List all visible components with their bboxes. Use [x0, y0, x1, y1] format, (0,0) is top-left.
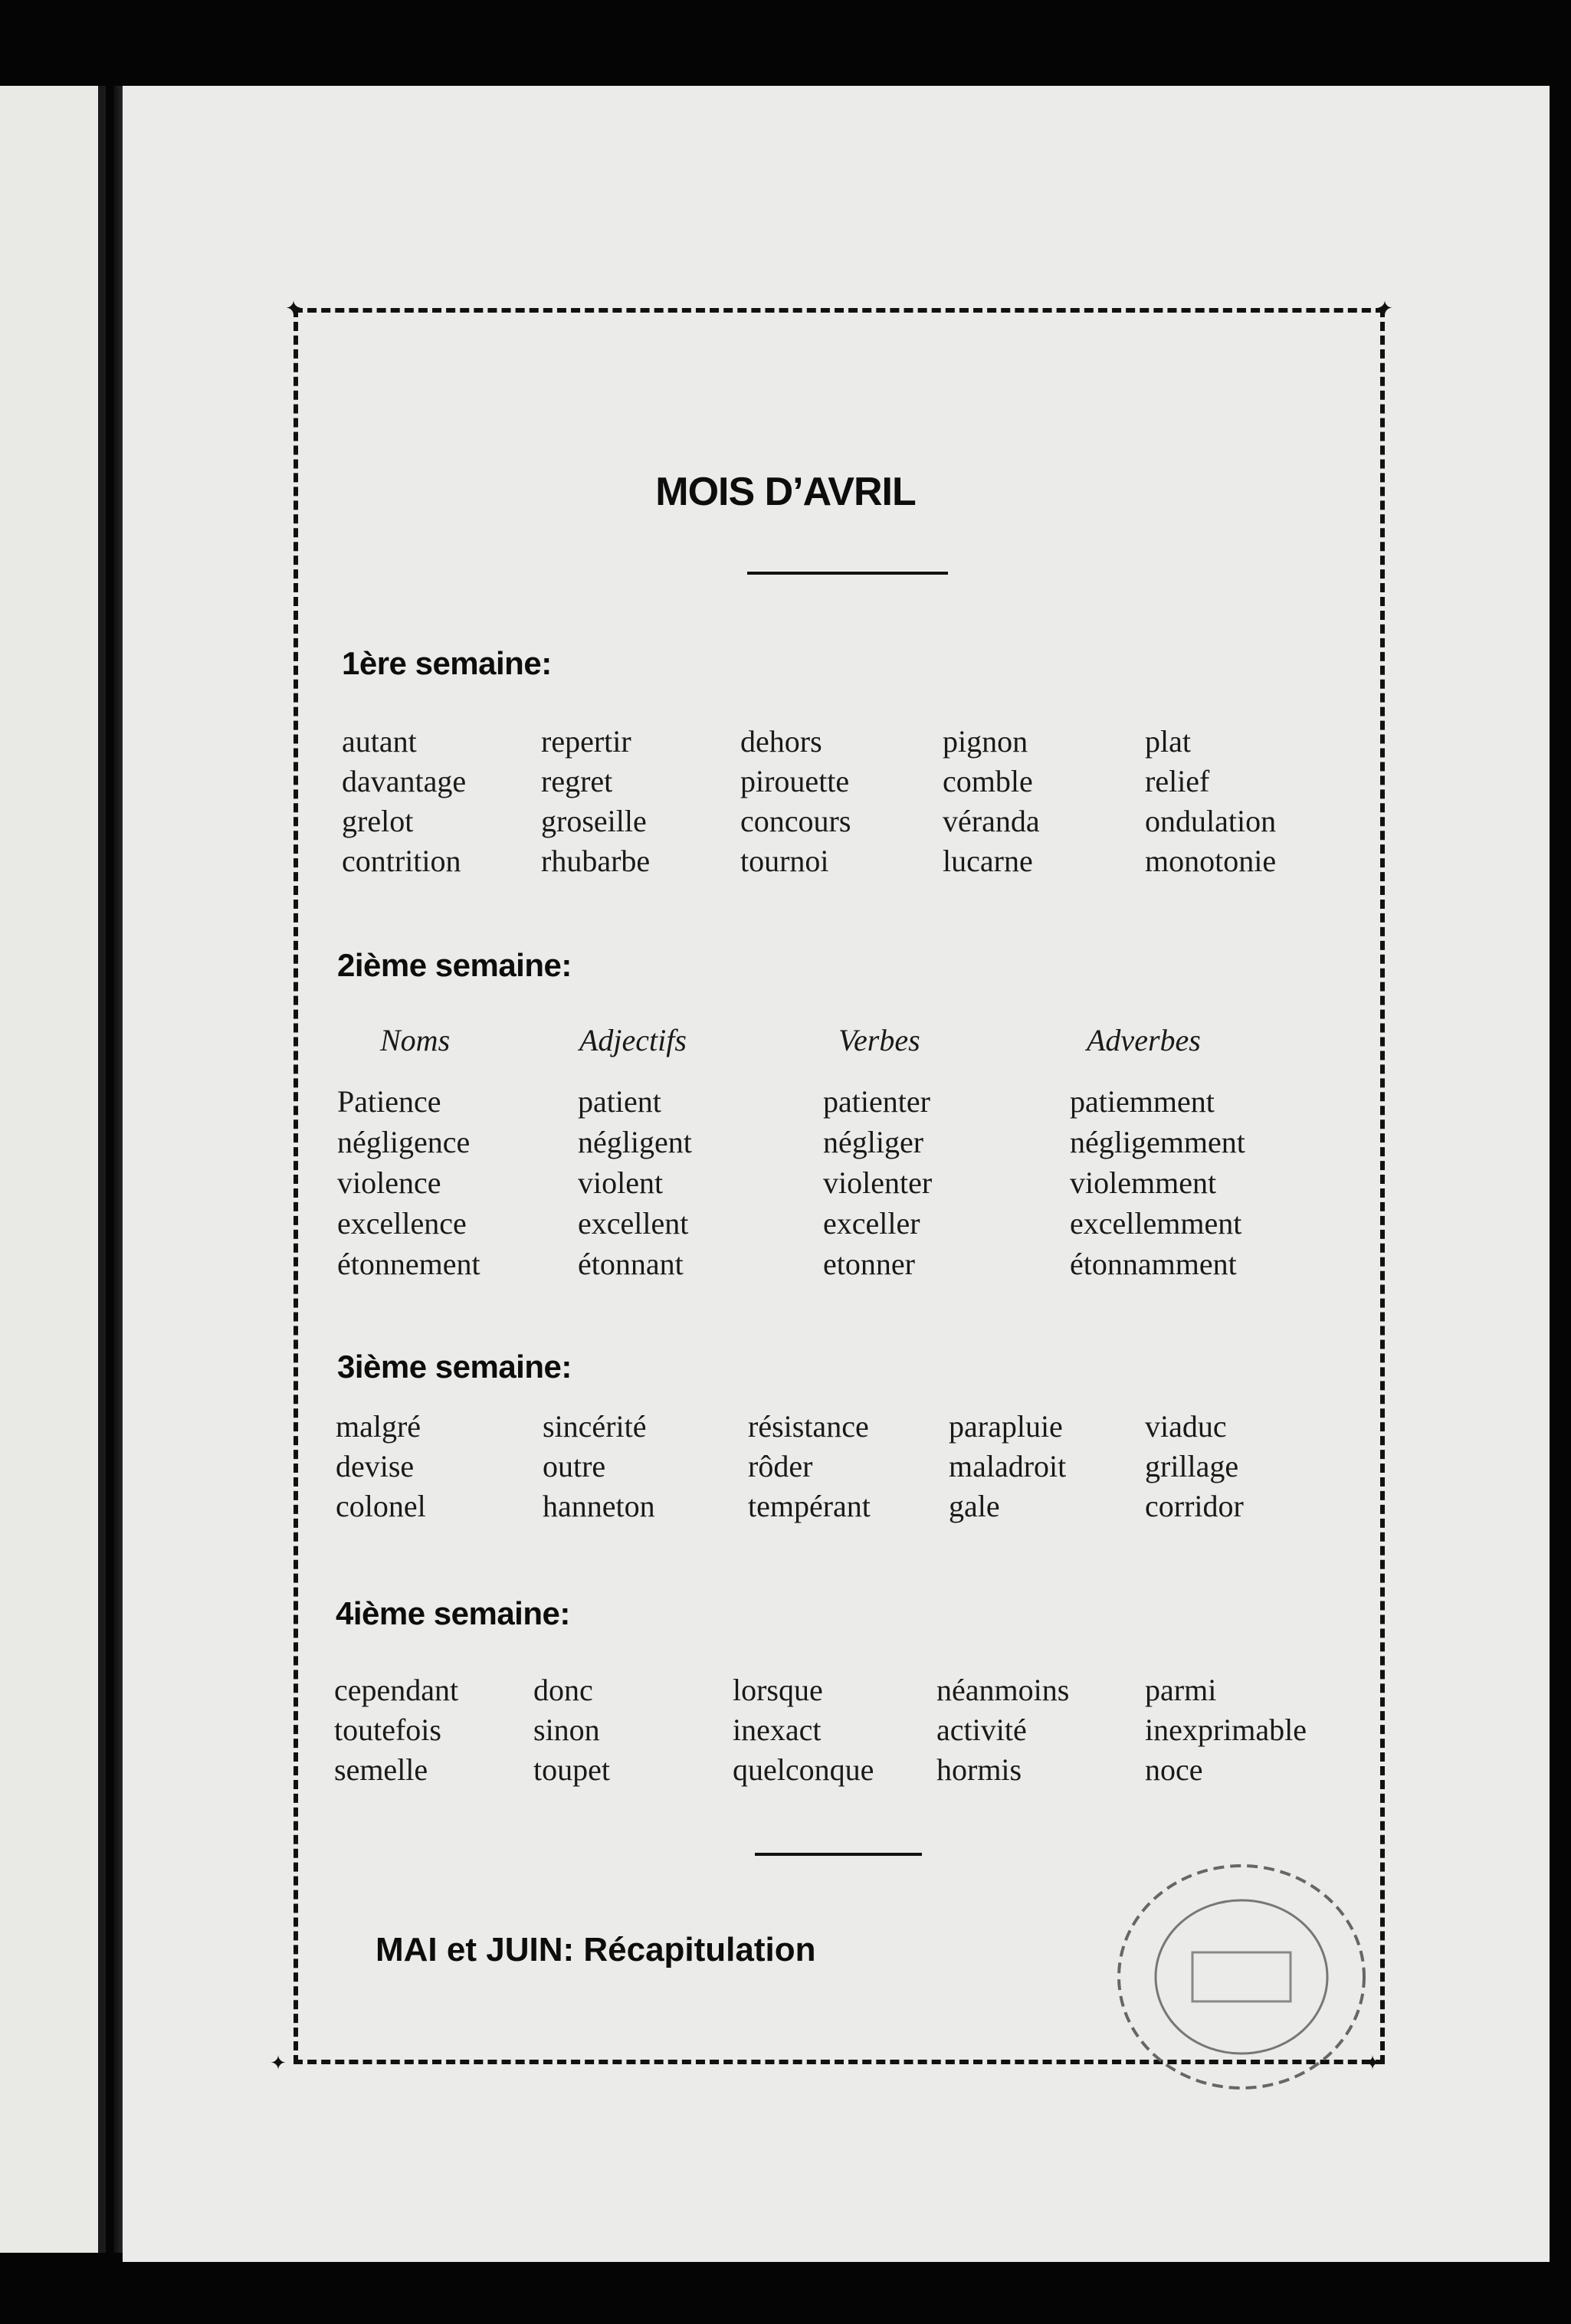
week-4-heading: 4ième semaine: — [336, 1595, 570, 1631]
column-header-adverbes: Adverbes — [1087, 1023, 1201, 1057]
vocab-word: Patience — [337, 1084, 441, 1119]
vocab-word: activité — [936, 1713, 1027, 1747]
vocab-word: pignon — [943, 724, 1028, 759]
vocab-word: grelot — [342, 804, 414, 838]
vocab-word: toupet — [533, 1752, 610, 1787]
vocab-word: comble — [943, 764, 1033, 798]
vocab-word: inexact — [733, 1713, 822, 1747]
frame-corner-ornament-icon: ✦ — [285, 297, 302, 320]
vocab-word: concours — [740, 804, 851, 838]
vocab-word: devise — [336, 1449, 415, 1483]
vocab-word: résistance — [748, 1409, 869, 1444]
vocab-word: sinon — [533, 1713, 600, 1747]
vocab-word: néanmoins — [936, 1673, 1070, 1707]
vocab-word: rhubarbe — [541, 844, 651, 878]
vocab-word: lucarne — [943, 844, 1033, 878]
vocab-word: ondulation — [1145, 804, 1277, 838]
vocab-word: viaduc — [1145, 1409, 1227, 1444]
vocab-word: violence — [337, 1165, 441, 1200]
frame-corner-ornament-icon: ✦ — [270, 2052, 287, 2075]
vocab-word: exceller — [823, 1206, 920, 1241]
vocab-word: autant — [342, 724, 417, 759]
vocab-word: contrition — [342, 844, 461, 878]
vocab-word: quelconque — [733, 1752, 874, 1787]
vocab-word: inexprimable — [1145, 1713, 1307, 1747]
vocab-word: rôder — [748, 1449, 813, 1483]
vocab-word: parmi — [1145, 1673, 1217, 1707]
vocab-word: négliger — [823, 1125, 924, 1159]
vocab-word: excellent — [578, 1206, 689, 1241]
vocab-word: négligence — [337, 1125, 471, 1159]
vocab-word: excellemment — [1070, 1206, 1242, 1241]
vocab-word: lorsque — [733, 1673, 823, 1707]
vocab-word: donc — [533, 1673, 593, 1707]
vocab-word: violenter — [823, 1165, 933, 1200]
left-page-edge — [0, 86, 106, 2253]
vocab-word: etonner — [823, 1247, 915, 1281]
library-stamp-icon — [1107, 1854, 1376, 2099]
vocab-word: tournoi — [740, 844, 829, 878]
vocab-word: négligemment — [1070, 1125, 1245, 1159]
vocab-word: violent — [578, 1165, 664, 1200]
vocab-word: patient — [578, 1084, 661, 1119]
vocab-word: patienter — [823, 1084, 930, 1119]
vocab-word: dehors — [740, 724, 822, 759]
vocab-word: regret — [541, 764, 613, 798]
vocab-word: grillage — [1145, 1449, 1239, 1483]
vocab-word: corridor — [1145, 1489, 1244, 1523]
page-title: MOIS D’AVRIL — [655, 470, 916, 514]
title-rule — [747, 572, 948, 575]
vocab-word: hormis — [936, 1752, 1022, 1787]
vocab-word: noce — [1145, 1752, 1203, 1787]
vocab-word: étonnamment — [1070, 1247, 1237, 1281]
vocab-word: malgré — [336, 1409, 421, 1444]
vocab-word: hanneton — [543, 1489, 655, 1523]
column-header-verbes: Verbes — [838, 1023, 920, 1057]
week-3-heading: 3ième semaine: — [337, 1349, 572, 1385]
vocab-word: colonel — [336, 1489, 426, 1523]
vocab-word: davantage — [342, 764, 467, 798]
vocab-word: outre — [543, 1449, 606, 1483]
vocab-word: pirouette — [740, 764, 850, 798]
vocab-word: parapluie — [949, 1409, 1063, 1444]
vocab-word: monotonie — [1145, 844, 1277, 878]
vocab-word: étonnant — [578, 1247, 684, 1281]
vocab-word: maladroit — [949, 1449, 1067, 1483]
vocab-word: plat — [1145, 724, 1191, 759]
vocab-word: sincérité — [543, 1409, 647, 1444]
vocab-word: groseille — [541, 804, 647, 838]
vocab-word: gale — [949, 1489, 1000, 1523]
vocab-word: patiemment — [1070, 1084, 1215, 1119]
vocab-word: cependant — [334, 1673, 459, 1707]
vocab-word: excellence — [337, 1206, 467, 1241]
week-2-heading: 2ième semaine: — [337, 947, 572, 983]
vocab-word: négligent — [578, 1125, 692, 1159]
vocab-word: étonnement — [337, 1247, 480, 1281]
vocab-word: semelle — [334, 1752, 428, 1787]
column-header-noms: Noms — [380, 1023, 451, 1057]
vocab-word: repertir — [541, 724, 631, 759]
vocab-word: tempérant — [748, 1489, 871, 1523]
vocab-word: relief — [1145, 764, 1210, 798]
frame-corner-ornament-icon: ✦ — [1364, 2052, 1381, 2075]
week-1-heading: 1ère semaine: — [342, 645, 552, 681]
vocab-word: toutefois — [334, 1713, 441, 1747]
closing-rule — [755, 1853, 922, 1856]
vocab-word: véranda — [943, 804, 1040, 838]
frame-corner-ornament-icon: ✦ — [1376, 297, 1393, 320]
footer-recap: MAI et JUIN: Récapitulation — [376, 1931, 816, 1968]
column-header-adjectifs: Adjectifs — [579, 1023, 687, 1057]
vocab-word: violemment — [1070, 1165, 1217, 1200]
